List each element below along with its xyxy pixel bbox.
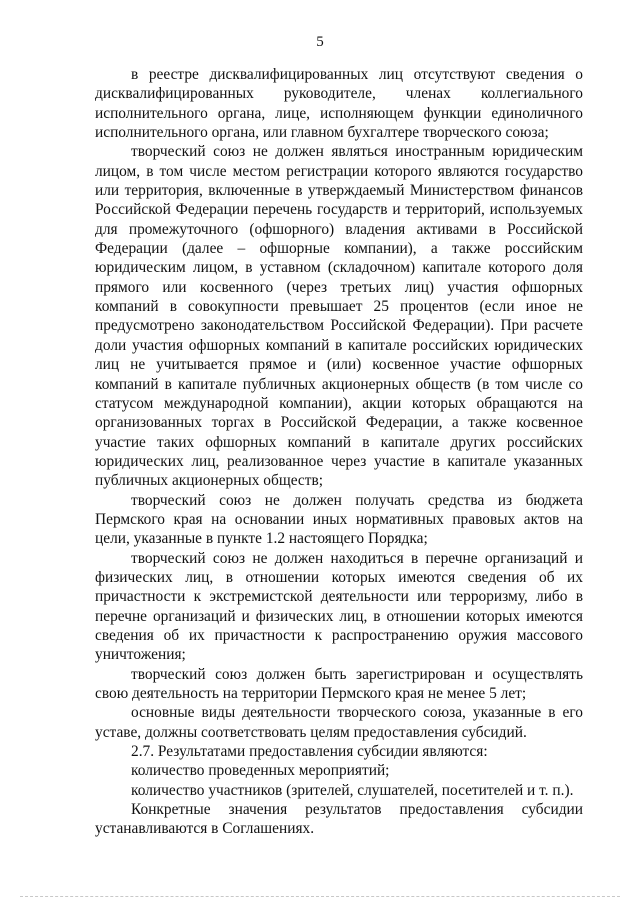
paragraph-section-2-7: 2.7. Результатами предоставления субсидии являются: <box>131 743 488 761</box>
paragraph-budget-funds: творческий союз не должен получать средства из бюджета Пермского края на основании иных нормативных правовых актов на цели, указанные в пункте 1.2 настоящего Порядка; <box>95 491 583 548</box>
paragraph-events-count: количество проведенных мероприятий; <box>131 762 390 780</box>
document-body <box>95 65 583 839</box>
paragraph-specific-values: Конкретные значения результатов предоставления субсидии устанавливаются в Соглашениях. <box>95 801 583 838</box>
paragraph-offshore-companies: творческий союз не должен являться иностранным юридическим лицом, в том числе местом регистрации которого являются государство или территория, включенные в утверждаемый Министерством финансов Российской Федерации перечень государств и территорий, используемых для промежуточного (офшорного) владения активами в Российской Федерации (далее – офшорные компании), а также российским юридическим лицом, в уставном (складочном) капитале которого доля прямого или косвенного (через третьих лиц) участия офшорных компаний в совокупности превышает 25 процентов (если иное не предусмотрено законодательством Российской Федерации). При расчете доли участия офшорных компаний в капитале российских юридических лиц не учитывается прямое и (или) косвенное участие офшорных компаний в капитале публичных акционерных обществ (в том числе со статусом международной компании), акции которых обращаются на организованных торгах в Российской Федерации, а также косвенное участие таких офшорных компаний в капитале других российских юридических лиц, реализованное через участие в капитале указанных публичных акционерных обществ; <box>95 143 583 490</box>
paragraph-extremism-list: творческий союз не должен находиться в перечне организаций и физических лиц, в отношении которых имеются сведения об их причастности к экстремистской деятельности или терроризму, либо в перечне организаций и физических лиц, в отношении которых имеются сведения об их причастности к распространению оружия массового уничтожения; <box>95 549 583 664</box>
paragraph-disqualified-registry: в реестре дисквалифицированных лиц отсутствуют сведения о дисквалифицированных руководителе, членах коллегиального исполнительного органа, лице, исполняющем функции единоличного исполнительного органа, или главном бухгалтере творческого союза; <box>95 66 583 142</box>
page-bottom-divider <box>20 896 620 897</box>
paragraph-participants-count: количество участников (зрителей, слушателей, посетителей и т. п.). <box>131 781 574 799</box>
page-number: 5 <box>316 34 324 50</box>
paragraph-activity-types: основные виды деятельности творческого союза, указанные в его уставе, должны соответствовать целям предоставления субсидий. <box>95 704 583 741</box>
paragraph-registration-term: творческий союз должен быть зарегистрирован и осуществлять свою деятельность на территории Пермского края не менее 5 лет; <box>95 665 583 702</box>
